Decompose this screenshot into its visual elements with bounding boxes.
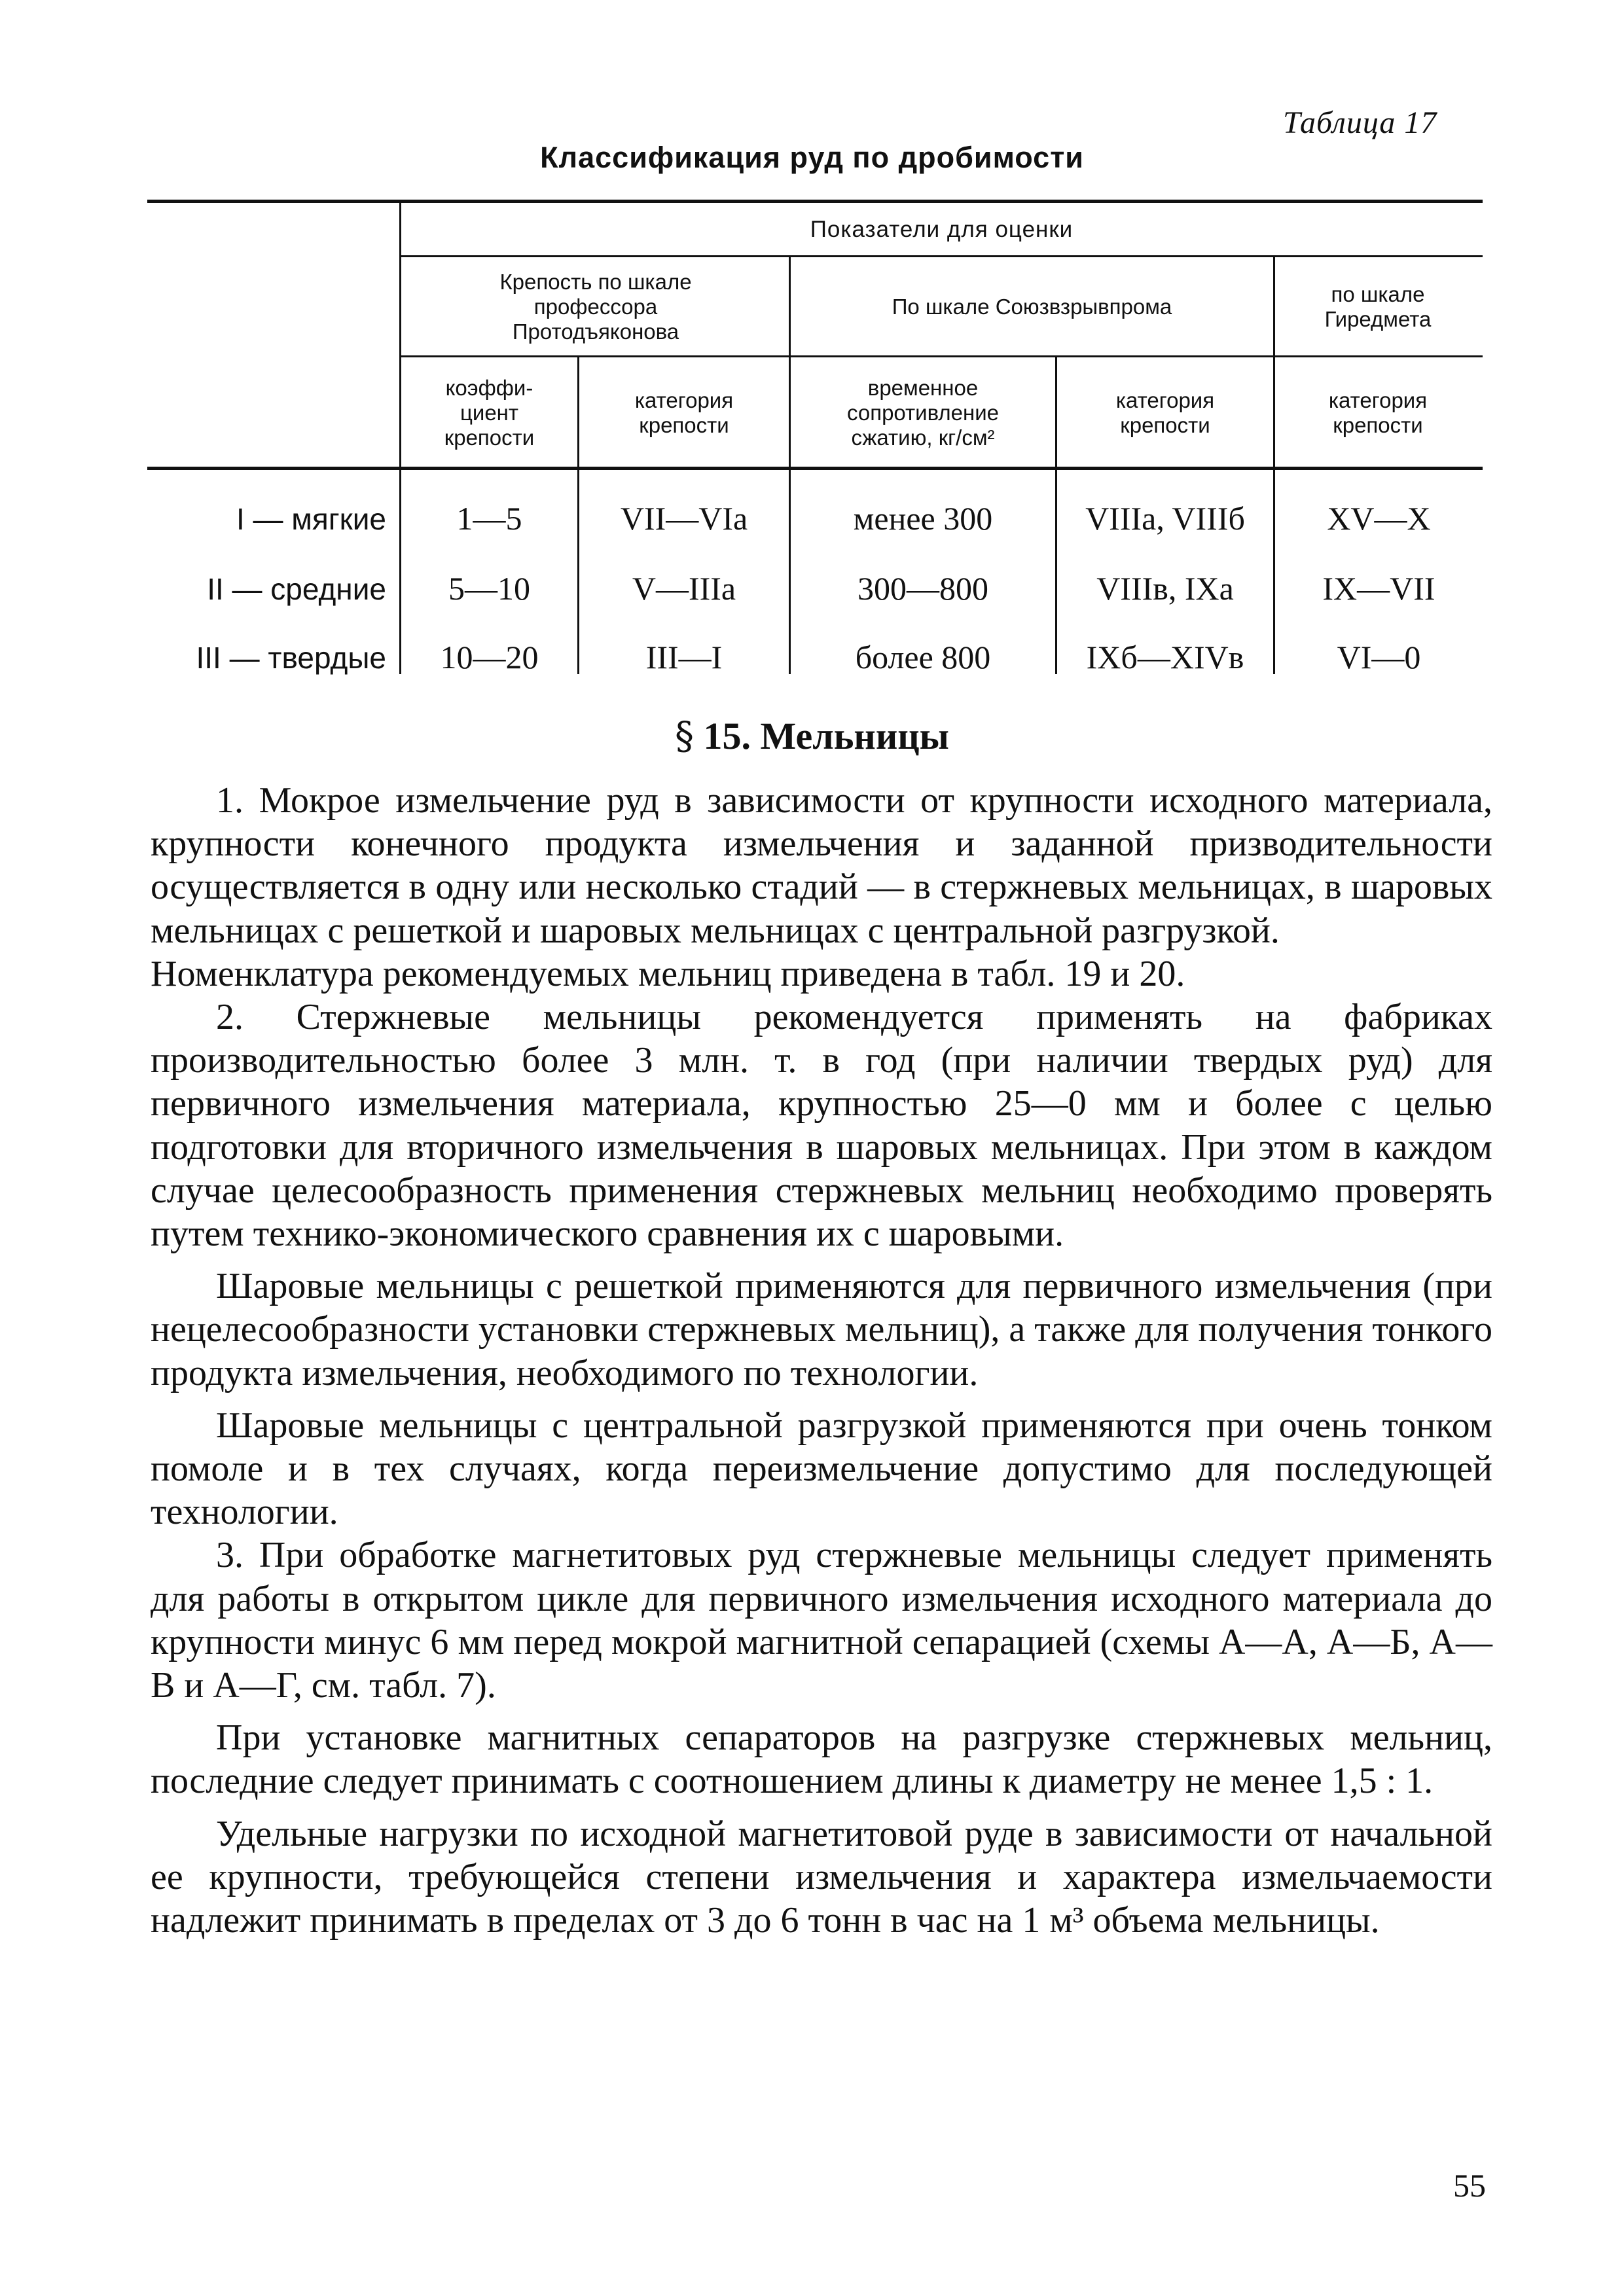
row-name: I — мягкие: [236, 502, 386, 536]
cell-category-1: III—I: [645, 639, 723, 675]
page-number: 55: [1453, 2167, 1486, 2204]
table-number-label: Таблица 17: [1283, 105, 1437, 140]
paragraph: 3. При обработке магнетитовых руд стержневые мельницы следует применять для работы в открытом цикле для первичного измельчения исходного материала до крупности минус 6 мм перед мокрой магнитной сепарацией (схемы А—А, А—Б, А—В и А—Г, см. табл. 7).: [151, 1535, 1492, 1706]
cell-category-2: IXб—XIVв: [1086, 639, 1244, 675]
table-vrule-group2: [1273, 257, 1275, 674]
row-name: II — средние: [207, 572, 386, 606]
cell-category-1: VII—VIa: [620, 500, 748, 537]
table-title: Классификация руд по дробимости: [540, 141, 1084, 174]
paragraph: Шаровые мельницы с решеткой применяются для первичного измельчения (при нецелесообразности установки стержневых мельниц), а также для получения тонкого продукта измельчения, необходимого по технологии.: [151, 1266, 1492, 1393]
cell-strength: менее 300: [853, 500, 993, 537]
paragraph: 2. Стержневые мельницы рекомендуется применять на фабриках производительностью более 3 млн. т. в год (при наличии твердых руд) для первичного измельчения материала, крупностью 25—0 мм и более с целью подготовки для вторичного измельчения в шаровых мельницах. При этом в каждом случае целесообразность применения стержневых мельниц необходимо проверять путем технико-экономического сравнения их с шаровыми.: [151, 997, 1492, 1255]
cell-category-1: V—IIIa: [632, 570, 736, 607]
header-strength: временное сопротивление сжатию, кг/см²: [846, 375, 999, 450]
paragraph: Номенклатура рекомендуемых мельниц приведена в табл. 19 и 20.: [151, 953, 1185, 994]
table-header-bottom-rule: [147, 467, 1483, 470]
header-protodyakonov: Крепость по шкале профессора Протодъяконова: [499, 270, 692, 344]
paragraph: Удельные нагрузки по исходной магнетитовой руде в зависимости от начальной ее крупности, требующейся степени измельчения и характера измельчаемости надлежит принимать в пределах от 3 до 6 тонн в час на 1 м³ объема мельницы.: [151, 1813, 1492, 1941]
cell-category-2: VIIIa, VIIIб: [1085, 500, 1245, 537]
header-group-label: Показатели для оценки: [810, 217, 1074, 242]
paragraph: Шаровые мельницы с центральной разгрузкой применяются при очень тонком помоле и в тех случаях, когда переизмельчение допустимо для последующей технологии.: [151, 1405, 1492, 1533]
body-text: [151, 779, 1492, 1942]
header-group-rule: [401, 255, 1483, 257]
header-category-1: категория крепости: [634, 387, 734, 437]
section-sign: §: [675, 713, 694, 758]
header-category-2: категория крепости: [1115, 387, 1215, 437]
cell-category-3: IX—VII: [1322, 570, 1435, 607]
table-top-rule: [147, 200, 1483, 203]
paragraph: При установке магнитных сепараторов на разгрузке стержневых мельниц, последние следует принимать с соотношением длины к диаметру не менее 1,5 : 1.: [151, 1717, 1492, 1802]
cell-coef: 5—10: [448, 570, 530, 607]
paragraph: 1. Мокрое измельчение руд в зависимости от крупности исходного материала, крупности конечного продукта измельчения и заданной призводительности осуществляется в одну или несколько стадий — в стержневых мельницах, в шаровых мельницах с решеткой и шаровых мельницах с центральной разгрузкой.: [151, 780, 1492, 951]
cell-category-3: XV—X: [1327, 500, 1431, 537]
header-category-3: категория крепости: [1328, 387, 1428, 437]
cell-category-3: VI—0: [1337, 639, 1421, 675]
section-title: 15. Мельницы: [703, 715, 949, 757]
header-giredmet: по шкале Гиредмета: [1324, 282, 1432, 331]
header-soyuzvzryvprom: По шкале Союзвзрывпрома: [892, 295, 1172, 319]
cell-strength: 300—800: [857, 570, 988, 607]
cell-strength: более 800: [855, 639, 991, 675]
header-coef: коэффи-циент крепости: [444, 375, 535, 450]
cell-coef: 1—5: [456, 500, 522, 537]
cell-category-2: VIIIв, IXa: [1096, 570, 1234, 607]
cell-coef: 10—20: [440, 639, 539, 675]
section-heading: [0, 713, 1624, 758]
row-name: III — твердые: [196, 641, 386, 675]
header-sub-rule: [401, 355, 1483, 357]
